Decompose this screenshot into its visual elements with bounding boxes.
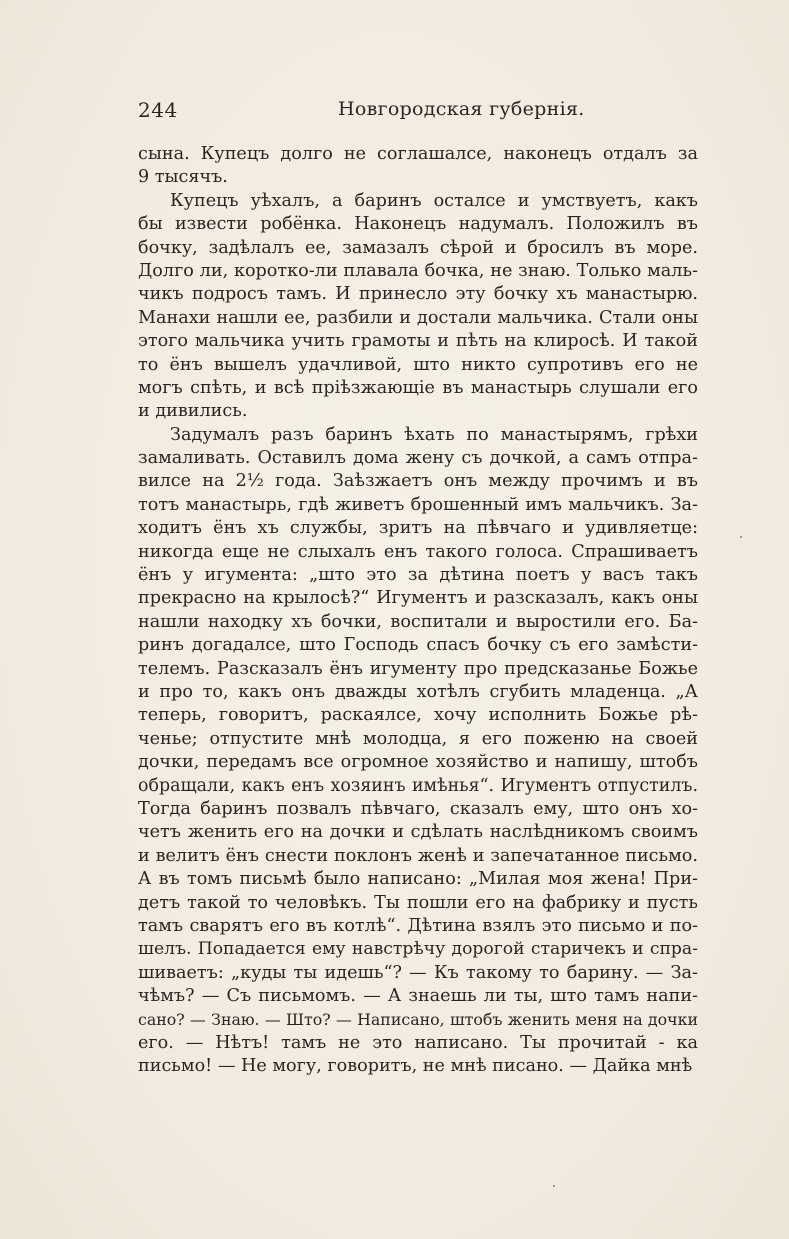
text-line: шиваетъ: „куды ты идешь“? — Къ такому то барину. — За- xyxy=(138,962,698,983)
text-line: шелъ. Попадается ему навстрѣчу дорогой старичекъ и спра- xyxy=(138,939,698,960)
text-line: нашли находку хъ бочки, воспитали и выростили его. Ба- xyxy=(138,611,698,632)
text-line: прекрасно на крылосѣ?“ Игументъ и разсказалъ, какъ оны xyxy=(138,588,698,609)
text-line: ходитъ ёнъ хъ службы, зритъ на пѣвчаго и удивляетце: xyxy=(138,518,698,539)
text-line: детъ такой то человѣкъ. Ты пошли его на фабрику и пусть xyxy=(138,892,698,913)
text-line: сано? — Знаю. — Што? — Написано, штобъ женить меня на дочки xyxy=(138,1010,698,1030)
text-line: тамъ сварятъ его въ котлѣ“. Дѣтина взялъ это письмо и по- xyxy=(138,915,698,936)
text-line: 9 тысячъ. xyxy=(138,167,228,188)
text-line: четъ женить его на дочки и сдѣлать наслѣдникомъ своимъ xyxy=(138,822,698,843)
text-line: дочки, передамъ все огромное хозяйство и напишу, штобъ xyxy=(138,752,698,773)
paragraph xyxy=(138,190,698,424)
text-line: А въ томъ письмѣ было написано: „Милая моя жена! При- xyxy=(138,869,698,890)
page-header xyxy=(138,98,698,126)
text-line: ченье; отпустите мнѣ молодца, я его поженю на своей xyxy=(138,728,698,749)
paragraph xyxy=(138,143,698,190)
text-line: и велитъ ёнъ снести поклонъ женѣ и запечатанное письмо. xyxy=(138,845,698,866)
text-line: письмо! — Не могу, говоритъ, не мнѣ писано. — Дайка мнѣ xyxy=(138,1056,693,1077)
text-line: бочку, задѣлалъ ее, замазалъ сѣрой и бросилъ въ море. xyxy=(138,237,698,258)
running-title: Новгородская губернія. xyxy=(338,98,585,120)
text-line: Манахи нашли ее, разбили и достали мальчика. Стали оны xyxy=(138,307,698,328)
text-line: теперь, говоритъ, раскаялсе, хочу исполнить Божье рѣ- xyxy=(138,705,698,726)
text-line: то ёнъ вышелъ удачливой, што никто супротивъ его не xyxy=(138,354,698,375)
text-line: Тогда баринъ позвалъ пѣвчаго, сказалъ ему, што онъ хо- xyxy=(138,798,698,819)
text-line: тотъ манастырь, гдѣ живетъ брошенный имъ мальчикъ. За- xyxy=(138,494,698,515)
text-line: чикъ подросъ тамъ. И принесло эту бочку хъ манастырю. xyxy=(138,284,698,305)
text-line: бы извести робёнка. Наконецъ надумалъ. Положилъ въ xyxy=(138,214,698,235)
print-speck xyxy=(553,1185,555,1187)
paragraph xyxy=(138,424,698,1079)
text-line: ёнъ у игумента: „што это за дѣтина поетъ у васъ такъ xyxy=(138,565,698,586)
text-line: чѣмъ? — Съ письмомъ. — А знаешь ли ты, што тамъ напи- xyxy=(138,986,698,1007)
text-line: замаливать. Оставилъ дома жену съ дочкой, а самъ отпра- xyxy=(138,448,698,469)
text-line: вилсе на 2½ года. Заѣзжаетъ онъ между прочимъ и въ xyxy=(138,471,698,492)
text-line: и дивились. xyxy=(138,401,248,422)
text-line: и про то, какъ онъ дважды хотѣлъ сгубить младенца. „А xyxy=(138,681,698,702)
text-line: ринъ догадалсе, што Господь спасъ бочку съ его замѣсти- xyxy=(138,635,698,656)
text-line: никогда еще не слыхалъ енъ такого голоса. Спрашиваетъ xyxy=(138,541,698,562)
page-number: 244 xyxy=(138,98,178,122)
text-line: Задумалъ разъ баринъ ѣхать по манастырямъ, грѣхи xyxy=(170,424,698,445)
body-text xyxy=(138,143,698,1079)
text-line: этого мальчика учить грамоты и пѣть на клиросѣ. И такой xyxy=(138,331,698,352)
text-line: сына. Купецъ долго не соглашалсе, наконецъ отдалъ за xyxy=(138,144,698,164)
text-line: обращали, какъ енъ хозяинъ имѣнья“. Игументъ отпустилъ. xyxy=(138,775,698,796)
text-line: телемъ. Разсказалъ ёнъ игументу про предсказанье Божье xyxy=(138,658,698,679)
text-line: могъ спѣть, и всѣ пріѣзжающіе въ манастырь слушали его xyxy=(138,377,698,398)
text-line: Купецъ уѣхалъ, а баринъ осталсе и умствуетъ, какъ xyxy=(170,190,698,211)
text-line: Долго ли, коротко-ли плавала бочка, не знаю. Только маль- xyxy=(138,260,698,281)
print-speck xyxy=(740,536,742,538)
text-line: его. — Нѣтъ! тамъ не это написано. Ты прочитай - ка xyxy=(138,1032,698,1053)
